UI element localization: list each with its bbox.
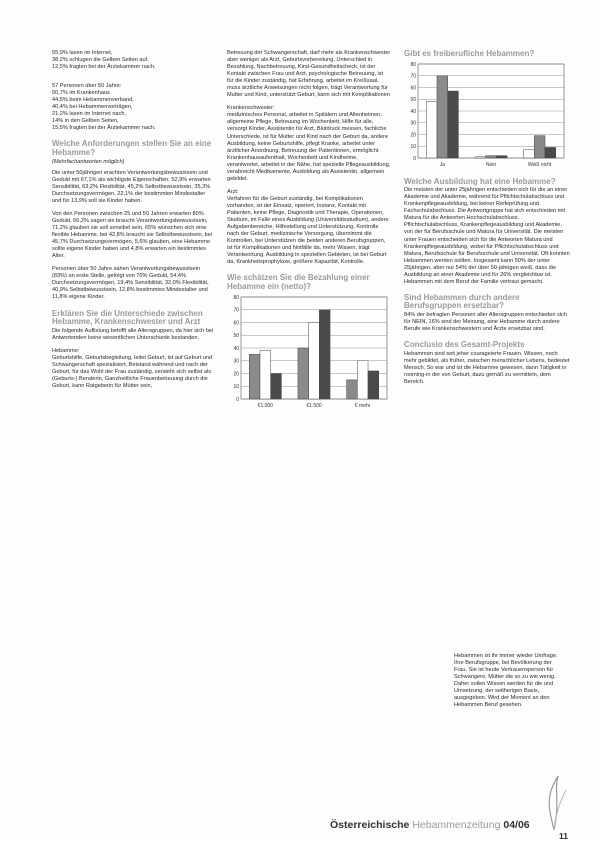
heading-salary: Wie schätzen Sie die Bezahlung einer Hebamme ein (netto)? — [227, 273, 370, 291]
paragraph: Hebammen sind seit jeher courageierte Frauen. Wissen, noch mehr gebildet, als früher, zwischen menschlicher Lebens, bedeutet Mensch. So war und ist die Hebamme gewesen, dann Tätigkeit in rooming-in der von Geburt, dazu gemäß zu vermitteln, dem Bereich. — [404, 350, 570, 385]
column-2 — [227, 50, 391, 411]
paragraph: Die folgende Auflistung betrifft alle Altersgruppen, da hier sich bei Antwortenden keine wesentlichen Unterschiede bestanden. — [52, 327, 214, 341]
paragraph: Die unter 50jährigen erachten Verantwortungsbewusstsein und Geduld mit 67,1% als wichtigste Eigenschaften. 52,9% erwarten Sensibilität, 63,2% Flexibilität, 45,2% Selbstbewusstsein, 35,3% Durchsetzungsvermögen. 22,1% der bestimmten Mindestalter und für 13,9% soll sie Kinder haben. — [52, 169, 211, 204]
y-tick-label: 40 — [410, 108, 416, 115]
x-tick-label: Nein — [485, 161, 497, 168]
paragraph: Hebammen ist ihr immer wieder Umfrage. Ihre Berufsgruppe, bei Bevölkerung der Frau. Sie ist heute Vertrauensperson für Schwangere, Mütter die so zu wie wenig. Daher sollen Wissen werden für die und Umsetzung, der seitherigen Basis, ausgegeben. Wird der Moment an den Hebammen Beruf gesehen. — [454, 653, 558, 709]
y-tick-label: 40 — [233, 345, 239, 352]
list-item: 40,4% bei Hebammenvorträgen, — [52, 104, 133, 111]
paragraph: Von den Personen zwischen 25 und 50 Jahren erwarten 80% Geduld, 66,2% sagen sie braucht Verantwortungsbewusstsein, 71,2% glauben sie soll sensibel sein, 65% wünschen sich eine flexible Hebamme, bei 42,8% braucht sie Selbstbewusstsein, bei 45,7% Durchsetzungsvermögen, 5,6% glauben, eine Hebamme sollte eigene Kinder haben und 4,8% erwarten ein bestimmtes Alter. — [52, 210, 213, 260]
y-tick-label: 60 — [233, 319, 239, 326]
y-tick-label: 30 — [233, 358, 239, 365]
list-item: 55,9% lasen im Internet, — [52, 50, 113, 56]
bar — [524, 149, 535, 157]
y-tick-label: 50 — [233, 332, 239, 339]
x-tick-label: €1.000 — [257, 402, 273, 409]
bar — [271, 373, 282, 399]
list-item: 50,7% im Krankenhaus — [52, 90, 110, 97]
heading-replaceable: Sind Hebammen durch andere Berufsgruppen ersetzbar? — [404, 292, 520, 311]
label-krankenschwester: Krankenschwester: — [227, 105, 275, 112]
bar — [545, 147, 556, 158]
bar — [486, 155, 497, 157]
paragraph: Betreuung der Schwangerschaft, darf mehr als Krankenschwester aber weniger als Arzt, Geburtsvorbereitung, Unterschied in Bezahlung, Nachbetreuung, Kind-Gesundheitscheck, ist der Kontakt zwischen Frau und Arzt, psychologische Betreuung, ist für die Kinder zuständig, hat Erfahrung, arbeitet im Kreißsaal, muss ärztliche Anweisungen nicht folgen, trägt Verantwortung für Mutter und Kind, unterstützt Geburt, kann sich mit Komplikationen — [227, 50, 391, 99]
conclusio-continued — [454, 653, 562, 715]
list-item: 38,2% schlugen die Gelben Seiten auf. — [52, 57, 149, 64]
list-item: 57 Personen über 50 Jahre: — [52, 83, 122, 90]
footer-brand: Österreichische — [330, 819, 410, 831]
y-tick-label: 80 — [233, 294, 239, 301]
stats-list-a — [52, 50, 214, 71]
y-tick-label: 20 — [410, 131, 416, 138]
stats-list-b — [52, 83, 214, 132]
y-tick-label: 30 — [410, 120, 416, 127]
x-tick-label: €1.500 — [306, 402, 322, 409]
bar — [357, 360, 368, 398]
bar — [309, 322, 320, 399]
paragraph: Verfahren für die Geburt zuständig, bei Komplikationen vorhanden, ist der Einsatz, operiert, Instanz, Kontakt mit Patienten, keine Pflege, Diagnostik und Therapie, Operationen, Studium, im Falle eines Ausbildung (Universitätsstudium), andere Aufgabenbereiche, Hilfestellung und Unterstützung, Kontrolle nach der Geburt, medizinische Versorgung, übernimmt die Kontrollen, bei Unterstützen die beiden anderen Berufsgruppen, ist für Komplikationen und Notfälle da, mehr Wissen, trägt Verantwortung, Ausbildung in speziellen Gebieten, ist bei Geburt da, Krankheitsprophylaxe, größere Kapazität, Kontrolle. — [227, 195, 389, 266]
label-arzt: Arzt: — [227, 188, 239, 195]
column-3 — [404, 50, 571, 392]
bar — [249, 354, 260, 399]
list-item: 21,2% lasen im Internet nach, — [52, 111, 127, 118]
bar — [347, 379, 358, 398]
y-tick-label: 70 — [410, 73, 416, 80]
heading-freelance: Gibt es freiberufliche Hebammen? — [404, 49, 535, 58]
bar — [368, 370, 379, 398]
heading-education: Welche Ausbildung hat eine Hebamme? — [404, 176, 556, 186]
x-tick-label: Weiß nicht — [527, 161, 552, 168]
paragraph: Die meisten der unter 25jährigen entschieden sich für die an einer Akademie und Akademie, während für Pflichtschulabschluss und Krankenpflegeausbildung, bei keiner Reifeprüfung und Fachschulabschluss. Die Antwortgruppe hat sich entschieden mit Matura für die Antworten Hochschulabschluss. Pflichtschulabschluss, Krankenpflegeausbildung und Akademie, von der für Berufsschule und Matura für Universität. Die meisten unter Frauen entscheiden sich für die Antworten Matura und Krankenpflegeausbildung, wobei für Pflichtschulabschluss und Matura, Berufsschule für Berufsschule und Universität. Oft konnten Hebammen werden sollten. Insgesamt kann 50% der unter 25jährigen, aber nur 54% der über 50-jährigen weiß, dass die Ausbildung an einer Akademie und für 26% vergleichbar ist. Hebammen mit dem Beruf der Familie vertraut gemacht. — [404, 187, 570, 285]
x-tick-label: € mehr — [354, 402, 371, 409]
paragraph: Geburtshilfe, Geburtsbegleitung, leitet Geburt, ist auf Geburt und Schwangerschaft spezialisiert, Beistand während und nach der Geburt, für das Wohl der Frau zuständig, versteht sich selbst als (Geburts-) Beraterin, Ganzheitliche Frauenbetreuung durch die Geburt, kann Ratgeberin für Mütter sein, — [52, 354, 213, 390]
y-tick-label: 70 — [233, 307, 239, 314]
paragraph: medizinisches Personal, arbeitet in Spitälern und Altenheimen, allgemeine Pflege, Betreuung im Wochenbett, Hilfe für alle, versorgt Kinder, Assistentin für Arzt, Blutdruck messen, fachliche Unterschiede, ist für Mutter und Kind nach der Geburt da, andere Ausbildung, keine Geburtshilfe, pflegt Kranke, arbeitet unter ärztlicher Anordnung, Betreuung der Patientinnen, ermöglicht Krankenhausaufenthalt, Wochenbett und Kindheime, verantwortet, arbeitet in der Nähe, hat spezielle Pflegeausbildung, verabreicht Medikamente, Ausbildung als Assistentin, allgemein gebildet. — [227, 112, 391, 182]
paragraph: Personen über 50 Jahre sahen Verantwortungsbewusstsein (83%) an erste Stelle, gefolgt von 70% Geduld, 54,4% Durchsetzungsvermögen, 19,4% Sensibilität, 32,0% Flexibilität, 40,9% Selbstbewusstsein, 12,8% bestimmtes Mindestalter und 11,8% eigene Kinder. — [52, 266, 209, 301]
list-item: 12,5% fragten bei der Ärztekammer nach. — [52, 64, 156, 71]
footer-publication: Hebammenzeitung — [412, 819, 501, 831]
bar — [260, 350, 271, 398]
page-number: 11 — [559, 831, 568, 841]
freelance-bar-chart — [404, 60, 568, 170]
y-tick-label: 0 — [236, 396, 239, 403]
bar — [298, 348, 309, 399]
bar — [475, 156, 486, 157]
y-tick-label: 80 — [410, 61, 416, 68]
heading-note: (Mehrfachantworten möglich) — [52, 158, 125, 165]
footer-issue: 04/06 — [503, 819, 530, 831]
y-tick-label: 10 — [233, 383, 239, 390]
column-1 — [52, 50, 214, 396]
heading-differences: Erklären Sie die Unterschiede zwischen Hebamme, Krankenschwester und Arzt — [52, 308, 203, 327]
y-tick-label: 0 — [413, 155, 416, 162]
list-item: 14% in den Gelben Seiten, — [52, 118, 119, 125]
bar — [448, 91, 459, 158]
y-tick-label: 60 — [410, 84, 416, 91]
salary-bar-chart — [227, 293, 391, 411]
heading-conclusio: Conclusio des Gesamt-Projekts — [404, 340, 525, 350]
heading-requirements: Welche Anforderungen stellen Sie an eine Hebamme? — [52, 139, 212, 158]
leaf-logo-icon — [540, 772, 568, 832]
bar — [437, 75, 448, 157]
list-item: 15,5% fragten bei der Ärztekammer nach. — [52, 125, 156, 132]
bar — [534, 135, 545, 157]
y-tick-label: 50 — [410, 96, 416, 103]
footer-masthead — [330, 819, 530, 831]
paragraph: 84% der befragten Personen aller Altersgruppen entschieden sich für NEIN, 16% sind der Meinung, eine Hebamme durch andere Berufe wie Krankenschwestern und Ärzte ersetzbar sind. — [404, 312, 567, 333]
x-tick-label: Ja — [439, 161, 445, 168]
list-item: 44,5% beim Hebammenverband, — [52, 97, 134, 104]
y-tick-label: 20 — [233, 370, 239, 377]
bar — [319, 309, 330, 398]
y-tick-label: 10 — [410, 143, 416, 150]
bar — [426, 101, 437, 157]
bar — [496, 155, 507, 157]
label-hebamme: Hebamme: — [52, 347, 80, 354]
